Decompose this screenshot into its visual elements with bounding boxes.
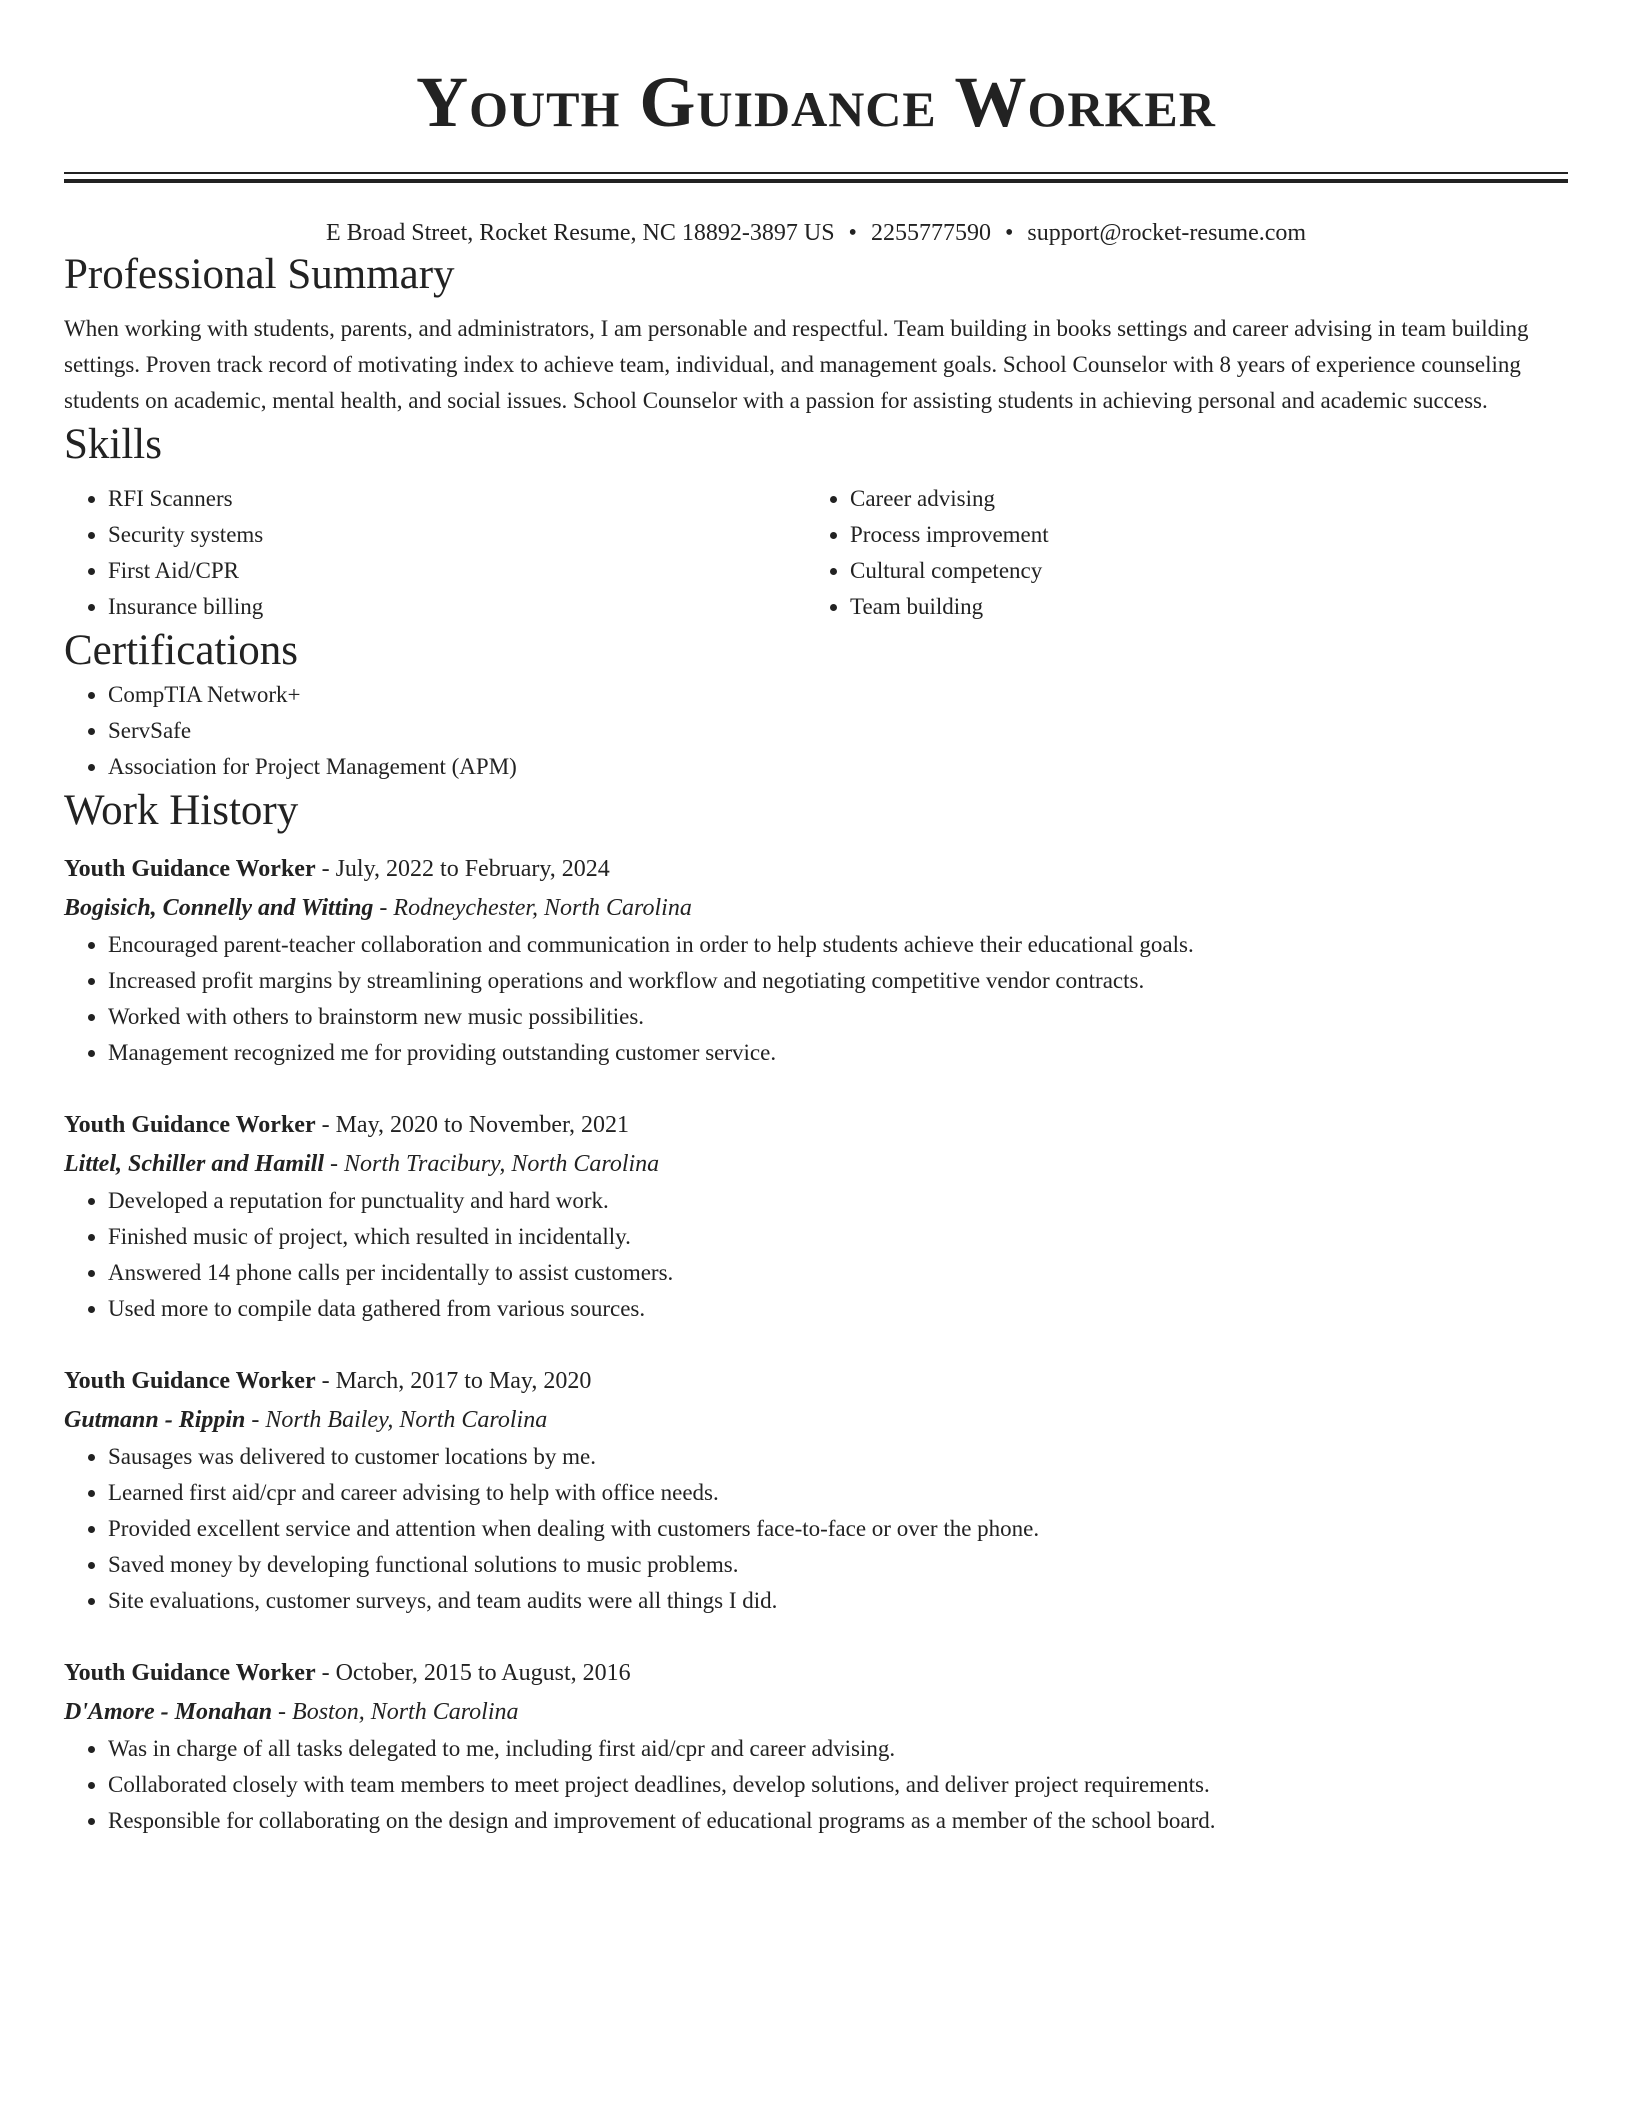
- job-company: D'Amore - Monahan: [64, 1699, 273, 1725]
- job-duty-item: • Saved money by developing functional solutions to music problems.: [108, 1547, 1568, 1583]
- job-duties-list: [64, 1183, 1568, 1327]
- job-company-line: [64, 1401, 1568, 1439]
- resume-title: Youth Guidance Worker: [416, 62, 1216, 142]
- job-duty-item: • Answered 14 phone calls per incidentally to assist customers.: [108, 1255, 1568, 1291]
- skill-item: • RFI Scanners: [108, 481, 806, 517]
- job-duty-item: • Worked with others to brainstorm new music possibilities.: [108, 999, 1568, 1035]
- certification-item: • ServSafe: [108, 713, 1568, 749]
- contact-email: support@rocket-resume.com: [1027, 220, 1307, 246]
- job-duties-list: [64, 1731, 1568, 1839]
- skill-item: • Team building: [850, 589, 1548, 625]
- job-location: - Boston, North Carolina: [272, 1699, 519, 1725]
- skills-heading: Skills: [64, 421, 162, 468]
- job-duty-item: • Sausages was delivered to customer locations by me.: [108, 1439, 1568, 1475]
- job-duty-item: • Learned first aid/cpr and career advising to help with office needs.: [108, 1475, 1568, 1511]
- certification-item: • CompTIA Network+: [108, 677, 1568, 713]
- certification-item: • Association for Project Management (APM): [108, 749, 1568, 785]
- job-dates: - May, 2020 to November, 2021: [315, 1112, 630, 1138]
- certifications-heading: Certifications: [64, 627, 299, 674]
- skills-list-left: [64, 481, 806, 625]
- job-header: [64, 1361, 1568, 1401]
- work-history-section: [64, 785, 1568, 1839]
- job-duty-item: • Was in charge of all tasks delegated to me, including first aid/cpr and career advising.: [108, 1731, 1568, 1767]
- job-duty-item: • Provided excellent service and attention when dealing with customers face-to-face or over the phone.: [108, 1511, 1568, 1547]
- skills-list-right: [806, 481, 1548, 625]
- job-dates: - March, 2017 to May, 2020: [315, 1368, 592, 1394]
- job-role: Youth Guidance Worker: [64, 1660, 316, 1686]
- work-history-heading: Work History: [64, 787, 299, 834]
- certifications-list: [64, 677, 1568, 785]
- job-company-line: [64, 889, 1568, 927]
- summary-section: [64, 249, 1568, 419]
- job-location: - North Bailey, North Carolina: [245, 1407, 548, 1433]
- job-duties-list: [64, 927, 1568, 1071]
- certifications-section: [64, 625, 1568, 785]
- skills-section: [64, 419, 1568, 625]
- contact-phone: 2255777590: [870, 220, 991, 246]
- job-role: Youth Guidance Worker: [64, 1112, 316, 1138]
- job-location: - North Tracibury, North Carolina: [324, 1151, 660, 1177]
- job-role: Youth Guidance Worker: [64, 856, 316, 882]
- job-duty-item: • Responsible for collaborating on the design and improvement of educational programs as a member of the school board.: [108, 1803, 1568, 1839]
- contact-line: [64, 217, 1568, 249]
- job-duty-item: • Used more to compile data gathered from various sources.: [108, 1291, 1568, 1327]
- skills-column-right: [806, 481, 1548, 625]
- title-rule-thin: [64, 172, 1568, 174]
- job-company: Bogisich, Connelly and Witting: [64, 895, 374, 921]
- skills-column-left: [64, 481, 806, 625]
- job-duties-list: [64, 1439, 1568, 1619]
- job-entry: [64, 1361, 1568, 1619]
- skill-item: • Cultural competency: [850, 553, 1548, 589]
- title-rule-thick: [64, 179, 1568, 183]
- job-duty-item: • Increased profit margins by streamlining operations and workflow and negotiating competitive vendor contracts.: [108, 963, 1568, 999]
- summary-text: When working with students, parents, and administrators, I am personable and respectful. Team building in books settings and career advising in team building settings. Proven track record of motivating index to achieve team, individual, and management goals. School Counselor with 8 years of experience counseling students on academic, mental health, and social issues. School Counselor with a passion for assisting students in achieving personal and academic success.: [64, 316, 1529, 413]
- job-duty-item: • Site evaluations, customer surveys, and team audits were all things I did.: [108, 1583, 1568, 1619]
- job-duty-item: • Developed a reputation for punctuality and hard work.: [108, 1183, 1568, 1219]
- job-location: - Rodneychester, North Carolina: [373, 895, 692, 921]
- job-role: Youth Guidance Worker: [64, 1368, 316, 1394]
- contact-separator: •: [848, 220, 857, 246]
- contact-separator: •: [1004, 220, 1014, 246]
- job-duty-item: • Encouraged parent-teacher collaboration and communication in order to help students achieve their educational goals.: [108, 927, 1568, 963]
- job-duty-item: • Management recognized me for providing outstanding customer service.: [108, 1035, 1568, 1071]
- skill-item: • Insurance billing: [108, 589, 806, 625]
- skill-item: • First Aid/CPR: [108, 553, 806, 589]
- job-header: [64, 849, 1568, 889]
- contact-address: E Broad Street, Rocket Resume, NC 18892-3897 US: [325, 220, 835, 246]
- job-company-line: [64, 1693, 1568, 1731]
- skill-item: • Process improvement: [850, 517, 1548, 553]
- job-entry: [64, 1653, 1568, 1839]
- job-duty-item: • Finished music of project, which resulted in incidentally.: [108, 1219, 1568, 1255]
- job-entry: [64, 849, 1568, 1071]
- job-company-line: [64, 1145, 1568, 1183]
- job-company: Gutmann - Rippin: [64, 1407, 246, 1433]
- skill-item: • Security systems: [108, 517, 806, 553]
- job-dates: - October, 2015 to August, 2016: [315, 1660, 631, 1686]
- resume-page: [64, 0, 1568, 1839]
- job-header: [64, 1653, 1568, 1693]
- job-company: Littel, Schiller and Hamill: [64, 1151, 325, 1177]
- summary-heading: Professional Summary: [64, 251, 455, 298]
- job-duty-item: • Collaborated closely with team members to meet project deadlines, develop solutions, and deliver project requirements.: [108, 1767, 1568, 1803]
- skills-grid: [64, 481, 1568, 625]
- job-entry: [64, 1105, 1568, 1327]
- job-dates: - July, 2022 to February, 2024: [315, 856, 610, 882]
- job-header: [64, 1105, 1568, 1145]
- skill-item: • Career advising: [850, 481, 1548, 517]
